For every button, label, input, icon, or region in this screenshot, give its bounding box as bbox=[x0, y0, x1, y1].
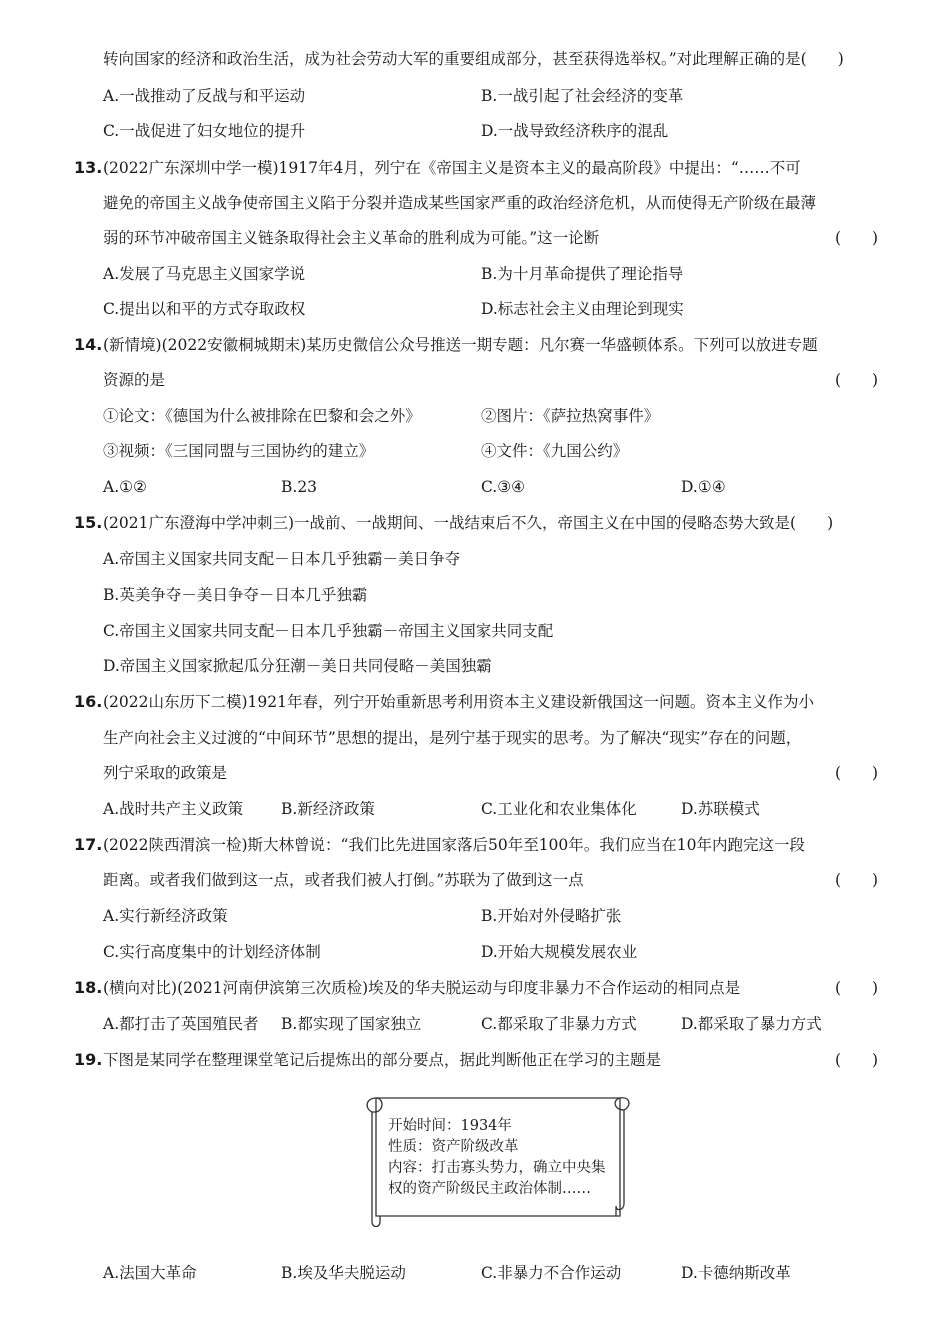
q15-option-b[interactable]: B.英美争夺－美日争夺－日本几乎独霸 bbox=[103, 586, 368, 604]
q14-option-d[interactable]: D.①④ bbox=[681, 478, 726, 496]
q19-option-c[interactable]: C.非暴力不合作运动 bbox=[481, 1264, 622, 1282]
q12-option-a[interactable]: A.一战推动了反战与和平运动 bbox=[103, 87, 306, 105]
q14-item-4: ④文件：《九国公约》 bbox=[481, 442, 629, 460]
scroll-line-4: 权的资产阶级民主政治体制…… bbox=[388, 1181, 591, 1197]
scroll-line-2: 性质：资产阶级改革 bbox=[388, 1139, 519, 1155]
q18-option-a[interactable]: A.都打击了英国殖民者 bbox=[103, 1015, 259, 1033]
q13-stem-line-1: (2022广东深圳中学一模)1917年4月，列宁在《帝国主义是资本主义的最高阶段》中提出：“……不可 bbox=[103, 159, 801, 177]
q15-option-d[interactable]: D.帝国主义国家掀起瓜分狂潮－美日共同侵略－美国独霸 bbox=[103, 657, 492, 675]
q12-stem-tail: 转向国家的经济和政治生活，成为社会劳动大军的重要组成部分，甚至获得选举权。”对此理解正确的是( ) bbox=[103, 50, 844, 68]
q14-option-b[interactable]: B.23 bbox=[281, 478, 318, 496]
q18-option-c[interactable]: C.都采取了非暴力方式 bbox=[481, 1015, 637, 1033]
q16-stem-line-1: (2022山东历下二模)1921年春，列宁开始重新思考利用资本主义建设新俄国这一问题。资本主义作为小 bbox=[103, 693, 814, 711]
q13-option-d[interactable]: D.标志社会主义由理论到现实 bbox=[481, 300, 684, 318]
q12-option-d[interactable]: D.一战导致经济秩序的混乱 bbox=[481, 122, 669, 140]
q16-stem-line-3: 列宁采取的政策是 bbox=[103, 764, 228, 782]
q13-option-a[interactable]: A.发展了马克思主义国家学说 bbox=[103, 265, 306, 283]
q18-option-b[interactable]: B.都实现了国家独立 bbox=[281, 1015, 422, 1033]
q19-option-a[interactable]: A.法国大革命 bbox=[103, 1264, 197, 1282]
q13-option-b[interactable]: B.为十月革命提供了理论指导 bbox=[481, 265, 684, 283]
q16-option-c[interactable]: C.工业化和农业集体化 bbox=[481, 800, 637, 818]
q17-answer-blank[interactable]: ( ) bbox=[835, 871, 879, 889]
q13-answer-blank[interactable]: ( ) bbox=[835, 229, 879, 247]
q16-answer-blank[interactable]: ( ) bbox=[835, 764, 879, 782]
q14-stem-line-2: 资源的是 bbox=[103, 371, 166, 389]
q18-answer-blank[interactable]: ( ) bbox=[835, 979, 879, 997]
q14-option-a[interactable]: A.①② bbox=[103, 478, 147, 496]
q17-option-c[interactable]: C.实行高度集中的计划经济体制 bbox=[103, 943, 321, 961]
q16-option-d[interactable]: D.苏联模式 bbox=[681, 800, 760, 818]
q15-option-c[interactable]: C.帝国主义国家共同支配－日本几乎独霸－帝国主义国家共同支配 bbox=[103, 622, 554, 640]
q13-stem-line-3: 弱的环节冲破帝国主义链条取得社会主义革命的胜利成为可能。”这一论断 bbox=[103, 229, 600, 247]
q16-number: 16. bbox=[74, 692, 103, 711]
q12-option-c[interactable]: C.一战促进了妇女地位的提升 bbox=[103, 122, 306, 140]
q17-option-b[interactable]: B.开始对外侵略扩张 bbox=[481, 907, 622, 925]
q19-answer-blank[interactable]: ( ) bbox=[835, 1051, 879, 1069]
q13-number: 13. bbox=[74, 158, 103, 177]
q13-stem-line-2: 避免的帝国主义战争使帝国主义陷于分裂并造成某些国家严重的政治经济危机，从而使得无产阶级在最薄 bbox=[103, 194, 817, 212]
q17-number: 17. bbox=[74, 835, 103, 854]
q14-item-3: ③视频：《三国同盟与三国协约的建立》 bbox=[103, 442, 375, 460]
q16-stem-line-2: 生产向社会主义过渡的“中间环节”思想的提出，是列宁基于现实的思考。为了解决“现实”存在的问题， bbox=[103, 729, 802, 747]
q12-option-b[interactable]: B.一战引起了社会经济的变革 bbox=[481, 87, 684, 105]
q17-stem-line-2: 距离。或者我们做到这一点，或者我们被人打倒。”苏联为了做到这一点 bbox=[103, 871, 584, 889]
q14-stem-line-1: (新情境)(2022安徽桐城期末)某历史微信公众号推送一期专题：凡尔赛一华盛顿体系。下列可以放进专题 bbox=[103, 336, 818, 354]
q19-number: 19. bbox=[74, 1050, 103, 1069]
scroll-line-3: 内容：打击寡头势力，确立中央集 bbox=[388, 1160, 606, 1176]
q16-option-b[interactable]: B.新经济政策 bbox=[281, 800, 375, 818]
q14-item-1: ①论文：《德国为什么被排除在巴黎和会之外》 bbox=[103, 407, 421, 425]
q15-option-a[interactable]: A.帝国主义国家共同支配－日本几乎独霸－美日争夺 bbox=[103, 550, 461, 568]
q14-number: 14. bbox=[74, 335, 103, 354]
q19-option-b[interactable]: B.埃及华夫脱运动 bbox=[281, 1264, 406, 1282]
q18-stem: (横向对比)(2021河南伊滨第三次质检)埃及的华夫脱运动与印度非暴力不合作运动的相同点是 bbox=[103, 979, 741, 997]
q13-option-c[interactable]: C.提出以和平的方式夺取政权 bbox=[103, 300, 306, 318]
q14-item-2: ②图片：《萨拉热窝事件》 bbox=[481, 407, 660, 425]
q14-answer-blank[interactable]: ( ) bbox=[835, 371, 879, 389]
q15-stem: (2021广东澄海中学冲刺三)一战前、一战期间、一战结束后不久，帝国主义在中国的侵略态势大致是( ) bbox=[103, 514, 834, 532]
q17-option-a[interactable]: A.实行新经济政策 bbox=[103, 907, 228, 925]
q17-stem-line-1: (2022陕西渭滨一检)斯大林曾说：“我们比先进国家落后50年至100年。我们应当在10年内跑完这一段 bbox=[103, 836, 805, 854]
q18-number: 18. bbox=[74, 978, 103, 997]
q16-option-a[interactable]: A.战时共产主义政策 bbox=[103, 800, 244, 818]
q15-number: 15. bbox=[74, 513, 103, 532]
q18-option-d[interactable]: D.都采取了暴力方式 bbox=[681, 1015, 822, 1033]
scroll-line-1: 开始时间：1934年 bbox=[388, 1118, 512, 1134]
q19-stem: 下图是某同学在整理课堂笔记后提炼出的部分要点，据此判断他正在学习的主题是 bbox=[103, 1051, 662, 1069]
q14-option-c[interactable]: C.③④ bbox=[481, 478, 526, 496]
q17-option-d[interactable]: D.开始大规模发展农业 bbox=[481, 943, 638, 961]
q19-option-d[interactable]: D.卡德纳斯改革 bbox=[681, 1264, 791, 1282]
